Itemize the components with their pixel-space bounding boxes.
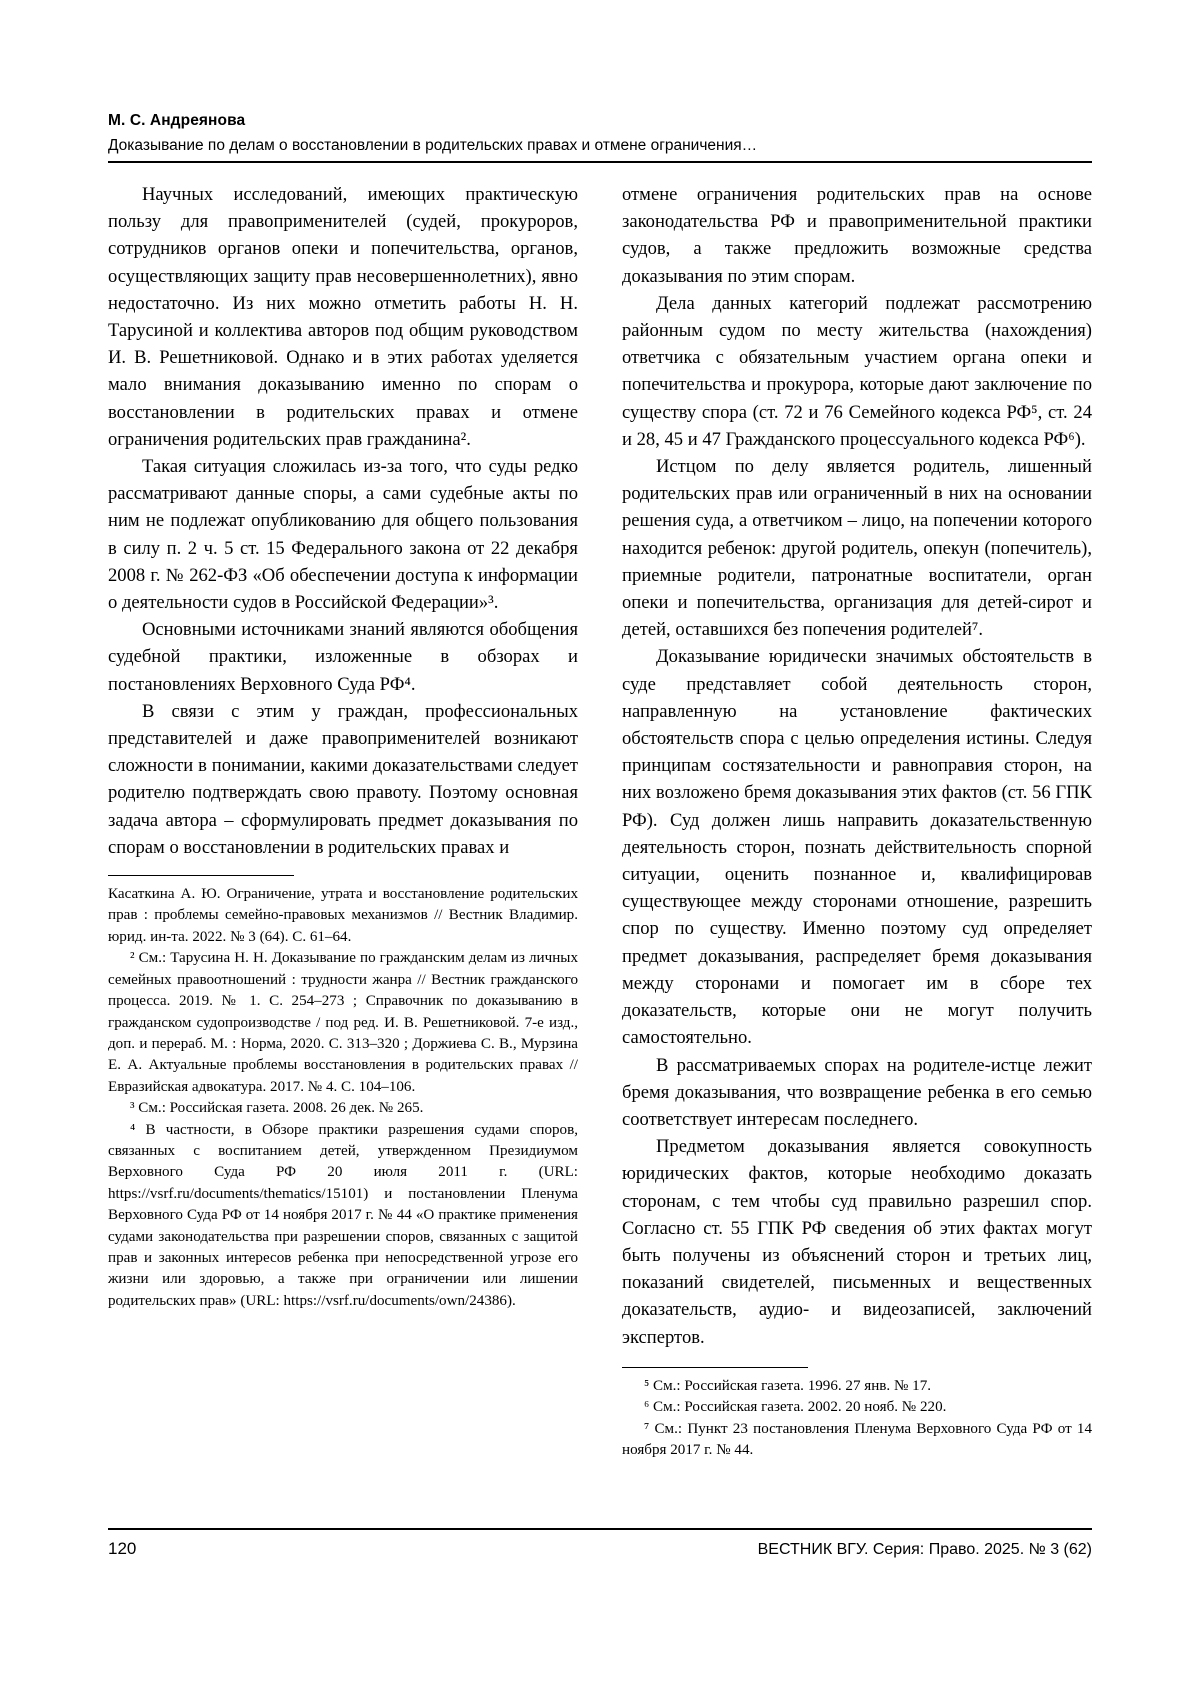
footnote-divider bbox=[108, 875, 294, 876]
paragraph: В рассматриваемых спорах на родителе-истце лежит бремя доказывания, что возвращение ребенка в его семью соответствует интересам последнего. bbox=[622, 1054, 1092, 1130]
footnote: Касаткина А. Ю. Ограничение, утрата и восстановление родительских прав : проблемы семейно-правовых механизмов // Вестник Владимир. юрид. ин-та. 2022. № 3 (64). С. 61–64. bbox=[108, 886, 578, 945]
paragraph: отмене ограничения родительских прав на основе законодательства РФ и правоприменительной практики судов, а также предложить возможные средства доказывания по этим спорам. bbox=[622, 184, 1092, 287]
paragraph: Истцом по делу является родитель, лишенный родительских прав или ограниченный в них на основании решения суда, а ответчиком – лицо, на попечении которого находится ребенок: другой родитель, опекун (попечитель), приемные родители, патронатные воспитатели, орган опеки и попечительства, организация для детей-сирот и детей, оставшихся без попечения родителей⁷. bbox=[622, 456, 1092, 641]
footnote: ³ См.: Российская газета. 2008. 26 дек. № 265. bbox=[130, 1100, 424, 1117]
paragraph: Предметом доказывания является совокупность юридических фактов, которые необходимо доказать сторонам, с тем чтобы суд правильно разрешил спор. Согласно ст. 55 ГПК РФ сведения об этих фактах могут быть получены из объяснений сторон и третьих лиц, показаний свидетелей, письменных и вещественных доказательств, аудио- и видеозаписей, заключений экспертов. bbox=[622, 1136, 1092, 1348]
footnote-divider bbox=[622, 1367, 808, 1368]
journal-title: ВЕСТНИК ВГУ. Серия: Право. 2025. № 3 (62) bbox=[757, 1541, 1092, 1558]
header-divider bbox=[108, 161, 1092, 163]
footnote: ⁶ См.: Российская газета. 2002. 20 нояб. № 220. bbox=[644, 1399, 947, 1416]
paragraph: Дела данных категорий подлежат рассмотрению районным судом по месту жительства (нахождения) ответчика с обязательным участием органа опеки и попечительства и прокурора, которые дают заключение по существу спора (ст. 72 и 76 Семейного кодекса РФ⁵, ст. 24 и 28, 45 и 47 Гражданского процессуального кодекса РФ⁶). bbox=[622, 292, 1092, 450]
running-head-author: М. С. Андреянова bbox=[108, 112, 246, 129]
running-head-title: Доказывание по делам о восстановлении в родительских правах и отмене ограничения… bbox=[108, 137, 758, 154]
page-content bbox=[108, 112, 1092, 1461]
footnote: ² См.: Тарусина Н. Н. Доказывание по гражданским делам из личных семейных правоотношений : трудности жанра // Вестник гражданского процесса. 2019. № 1. С. 254–273 ; Справочник по доказыванию в гражданском судопроизводстве / под ред. И. В. Решетниковой. 7-е изд., доп. и перераб. М. : Норма, 2020. С. 313–320 ; Доржиева С. В., Мурзина Е. А. Актуальные проблемы восстановления в родительских правах // Евразийская адвокатура. 2017. № 4. С. 104–106. bbox=[108, 950, 578, 1095]
page-footer bbox=[108, 1528, 1092, 1559]
paragraph: Такая ситуация сложилась из-за того, что суды редко рассматривают данные споры, а сами судебные акты по ним не подлежат опубликованию для общего пользования в силу п. 2 ч. 5 ст. 15 Федерального закона от 22 декабря 2008 г. № 262-ФЗ «Об обеспечении доступа к информации о деятельности судов в Российской Федерации»³. bbox=[108, 456, 578, 614]
right-column bbox=[622, 181, 1092, 1461]
page-number: 120 bbox=[108, 1539, 137, 1558]
paragraph: Доказывание юридически значимых обстоятельств в суде представляет собой деятельность сторон, направленную на установление фактических обстоятельств спора с целью определения истины. Следуя принципам состязательности и равноправия сторон, на них возложено бремя доказывания этих фактов (ст. 56 ГПК РФ). Суд должен лишь направить доказательственную деятельность сторон, познать действительность спорной ситуации, оценить познанное и, квалифицировав существующее между сторонами отношение, разрешить спор по существу. Именно поэтому суд определяет предмет доказывания, распределяет бремя доказывания между сторонами и помогает им в сборе тех доказательств, которые они не могут получить самостоятельно. bbox=[622, 646, 1092, 1049]
footnote: ⁴ В частности, в Обзоре практики разрешения судами споров, связанных с воспитанием детей, утвержденном Президиумом Верховного Суда РФ 20 июля 2011 г. (URL: https://vsrf.ru/documents/thematics/15101) и постановлении Пленума Верховного Суда РФ от 14 ноября 2017 г. № 44 «О практике применения судами законодательства при разрешении споров, связанных с защитой прав и законных интересов ребенка при непосредственной угрозе его жизни или здоровью, а также при ограничении или лишении родительских прав» (URL: https://vsrf.ru/documents/own/24386). bbox=[108, 1121, 578, 1309]
paragraph: Основными источниками знаний являются обобщения судебной практики, изложенные в обзорах и постановлениях Верховного Суда РФ⁴. bbox=[108, 619, 578, 695]
two-column-body bbox=[108, 181, 1092, 1461]
paragraph: В связи с этим у граждан, профессиональных представителей и даже правоприменителей возникают сложности в понимании, какими доказательствами следует родителю подтверждать свою правоту. Поэтому основная задача автора – сформулировать предмет доказывания по спорам о восстановлении в родительских правах и bbox=[108, 700, 578, 858]
footnote: ⁷ См.: Пункт 23 постановления Пленума Верховного Суда РФ от 14 ноября 2017 г. № 44. bbox=[622, 1420, 1092, 1458]
footer-divider bbox=[108, 1528, 1092, 1530]
left-column bbox=[108, 181, 578, 1312]
paragraph: Научных исследований, имеющих практическую пользу для правоприменителей (судей, прокуроров, сотрудников органов опеки и попечительства, органов, осуществляющих защиту прав несовершеннолетних), явно недостаточно. Из них можно отметить работы Н. Н. Тарусиной и коллектива авторов под общим руководством И. В. Решетниковой. Однако и в этих работах уделяется мало внимания доказыванию именно по спорам о восстановлении в родительских правах и отмене ограничения родительских прав гражданина². bbox=[108, 184, 578, 450]
footnote: ⁵ См.: Российская газета. 1996. 27 янв. № 17. bbox=[644, 1377, 932, 1394]
